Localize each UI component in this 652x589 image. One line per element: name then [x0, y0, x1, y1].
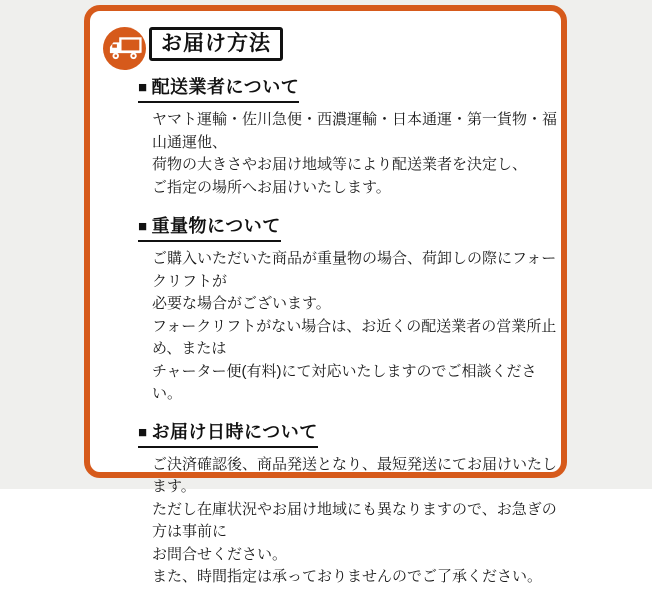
section-delivery-date — [138, 418, 561, 589]
square-bullet-icon: ■ — [138, 218, 148, 235]
body-line: お問合せください。 — [152, 545, 288, 563]
body-line: ご指定の場所へお届けいたします。 — [152, 178, 391, 196]
panel-header — [90, 11, 561, 70]
delivery-info-panel — [84, 5, 567, 585]
section-heading-text: お届け日時について — [151, 421, 318, 442]
body-line: フォークリフトがない場合は、お近くの配送業者の営業所止め、または — [152, 317, 557, 357]
body-line: 必要な場合がございます。 — [152, 295, 331, 312]
section-heavy-items-body — [152, 248, 561, 406]
truck-icon — [103, 27, 146, 70]
section-carriers-heading — [138, 73, 299, 103]
body-line: ご購入いただいた商品が重量物の場合、荷卸しの際にフォークリフトが — [152, 250, 557, 290]
body-line: ヤマト運輸・佐川急便・西濃運輸・日本通運・第一貨物・福山通運他、 — [152, 111, 558, 151]
body-line: 荷物の大きさやお届け地域等により配送業者を決定し、 — [152, 156, 528, 173]
body-line: また、時間指定は承っておりませんのでご了承ください。 — [152, 568, 543, 585]
body-line: チャーター便(有料)にて対応いたしますのでご相談ください。 — [152, 362, 537, 402]
page-title: お届け方法 — [149, 27, 283, 61]
section-delivery-date-heading — [138, 418, 318, 448]
body-line: ご決済確認後、商品発送となり、最短発送にてお届けいたします。 — [152, 455, 558, 495]
square-bullet-icon: ■ — [138, 79, 148, 96]
section-carriers-body — [152, 109, 561, 199]
section-heading-text: 配送業者について — [151, 77, 300, 97]
square-bullet-icon: ■ — [138, 423, 148, 441]
section-heading-text: 重量物について — [151, 216, 281, 236]
section-heavy-items-heading — [138, 212, 281, 242]
body-line: ただし在庫状況やお届け地域にも異なりますので、お急ぎの方は事前に — [152, 500, 557, 540]
section-delivery-date-body — [152, 454, 561, 589]
section-carriers — [138, 73, 561, 199]
section-heavy-items — [138, 212, 561, 406]
